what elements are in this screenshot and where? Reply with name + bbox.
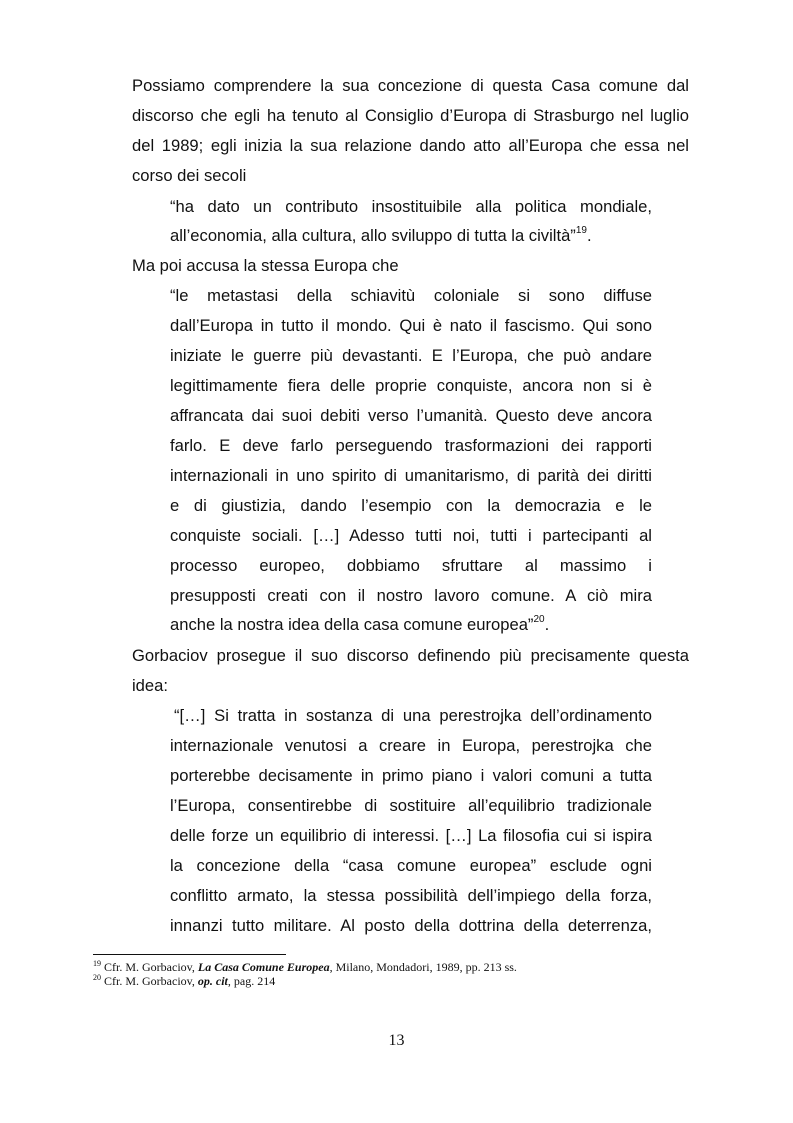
quote-text-line: presupposti creati con il nostro lavoro comune. A ciò mira [170, 586, 652, 605]
body-text-line: corso dei secoli [132, 166, 247, 185]
footnote-prefix: Cfr. M. Gorbaciov, [104, 960, 198, 974]
quote-text-line: “[…] Si tratta in sostanza di una perestrojka dell’ordinamento [174, 706, 652, 725]
quote-text-line: processo europeo, dobbiamo sfruttare al massimo i [170, 556, 652, 575]
quote-text-line: internazionali in uno spirito di umanitarismo, di parità dei diritti [170, 466, 652, 485]
footnote-suffix: , Milano, Mondadori, 1989, pp. 213 ss. [329, 960, 517, 974]
quote-text-line: affrancata dai suoi debiti verso l’umanità. Questo deve ancora [170, 406, 652, 425]
quote-text-line: delle forze un equilibrio di interessi. […] La filosofia cui si ispira [170, 826, 652, 845]
body-text-line: idea: [132, 676, 168, 695]
footnote-prefix: Cfr. M. Gorbaciov, [104, 974, 198, 988]
footnote [93, 974, 275, 988]
quote-text-line: innanzi tutto militare. Al posto della dottrina della deterrenza, [170, 916, 652, 935]
body-text-line: Possiamo comprendere la sua concezione di questa Casa comune dal [132, 76, 689, 95]
quote-text-line: porterebbe decisamente in primo piano i valori comuni a tutta [170, 766, 652, 785]
footnote-reference: 20 [533, 614, 545, 626]
page-number: 13 [388, 1032, 405, 1049]
quote-text-line [170, 615, 549, 635]
quote-text-line: “ha dato un contributo insostituibile alla politica mondiale, [170, 197, 652, 216]
quote-end-punct: . [544, 615, 550, 634]
footnote-book-title: op. cit [197, 974, 228, 988]
quote-text-line: iniziate le guerre più devastanti. E l’Europa, che può andare [170, 346, 652, 365]
quote-text: anche la nostra idea della casa comune europea” [170, 615, 534, 634]
footnote-reference: 19 [575, 225, 587, 237]
body-text-line: Ma poi accusa la stessa Europa che [132, 256, 399, 275]
quote-text-line: conflitto armato, la stessa possibilità dell’impiego della forza, [170, 886, 652, 905]
quote-text-line [170, 226, 592, 246]
quote-text-line: dall’Europa in tutto il mondo. Qui è nato il fascismo. Qui sono [170, 316, 652, 335]
quote-text-line: farlo. E deve farlo perseguendo trasformazioni dei rapporti [170, 436, 652, 455]
quote-text-line: “le metastasi della schiavitù coloniale si sono diffuse [170, 286, 652, 305]
quote-text: all’economia, alla cultura, allo sviluppo di tutta la civiltà” [170, 226, 576, 245]
footnote-number: 19 [93, 959, 101, 968]
body-text-line: discorso che egli ha tenuto al Consiglio d’Europa di Strasburgo nel luglio [132, 106, 689, 125]
footnote-number: 20 [93, 973, 101, 982]
footnote [93, 960, 517, 974]
quote-end-punct: . [586, 226, 592, 245]
quote-text-line: l’Europa, consentirebbe di sostituire all’equilibrio tradizionale [170, 796, 652, 815]
footnote-book-title: La Casa Comune Europea [197, 960, 330, 974]
quote-text-line: conquiste sociali. […] Adesso tutti noi, tutti i partecipanti al [170, 526, 652, 545]
quote-text-line: legittimamente fiera delle proprie conquiste, ancora non si è [170, 376, 652, 395]
body-text-line: Gorbaciov prosegue il suo discorso definendo più precisamente questa [132, 646, 689, 665]
footnote-suffix: , pag. 214 [227, 974, 276, 988]
quote-text-line: e di giustizia, dando l’esempio con la democrazia e le [170, 496, 652, 515]
footnote-separator [93, 954, 286, 955]
quote-text-line: internazionale venutosi a creare in Europa, perestrojka che [170, 736, 652, 755]
quote-text-line: la concezione della “casa comune europea” esclude ogni [170, 856, 652, 875]
body-text-line: del 1989; egli inizia la sua relazione dando atto all’Europa che essa nel [132, 136, 689, 155]
